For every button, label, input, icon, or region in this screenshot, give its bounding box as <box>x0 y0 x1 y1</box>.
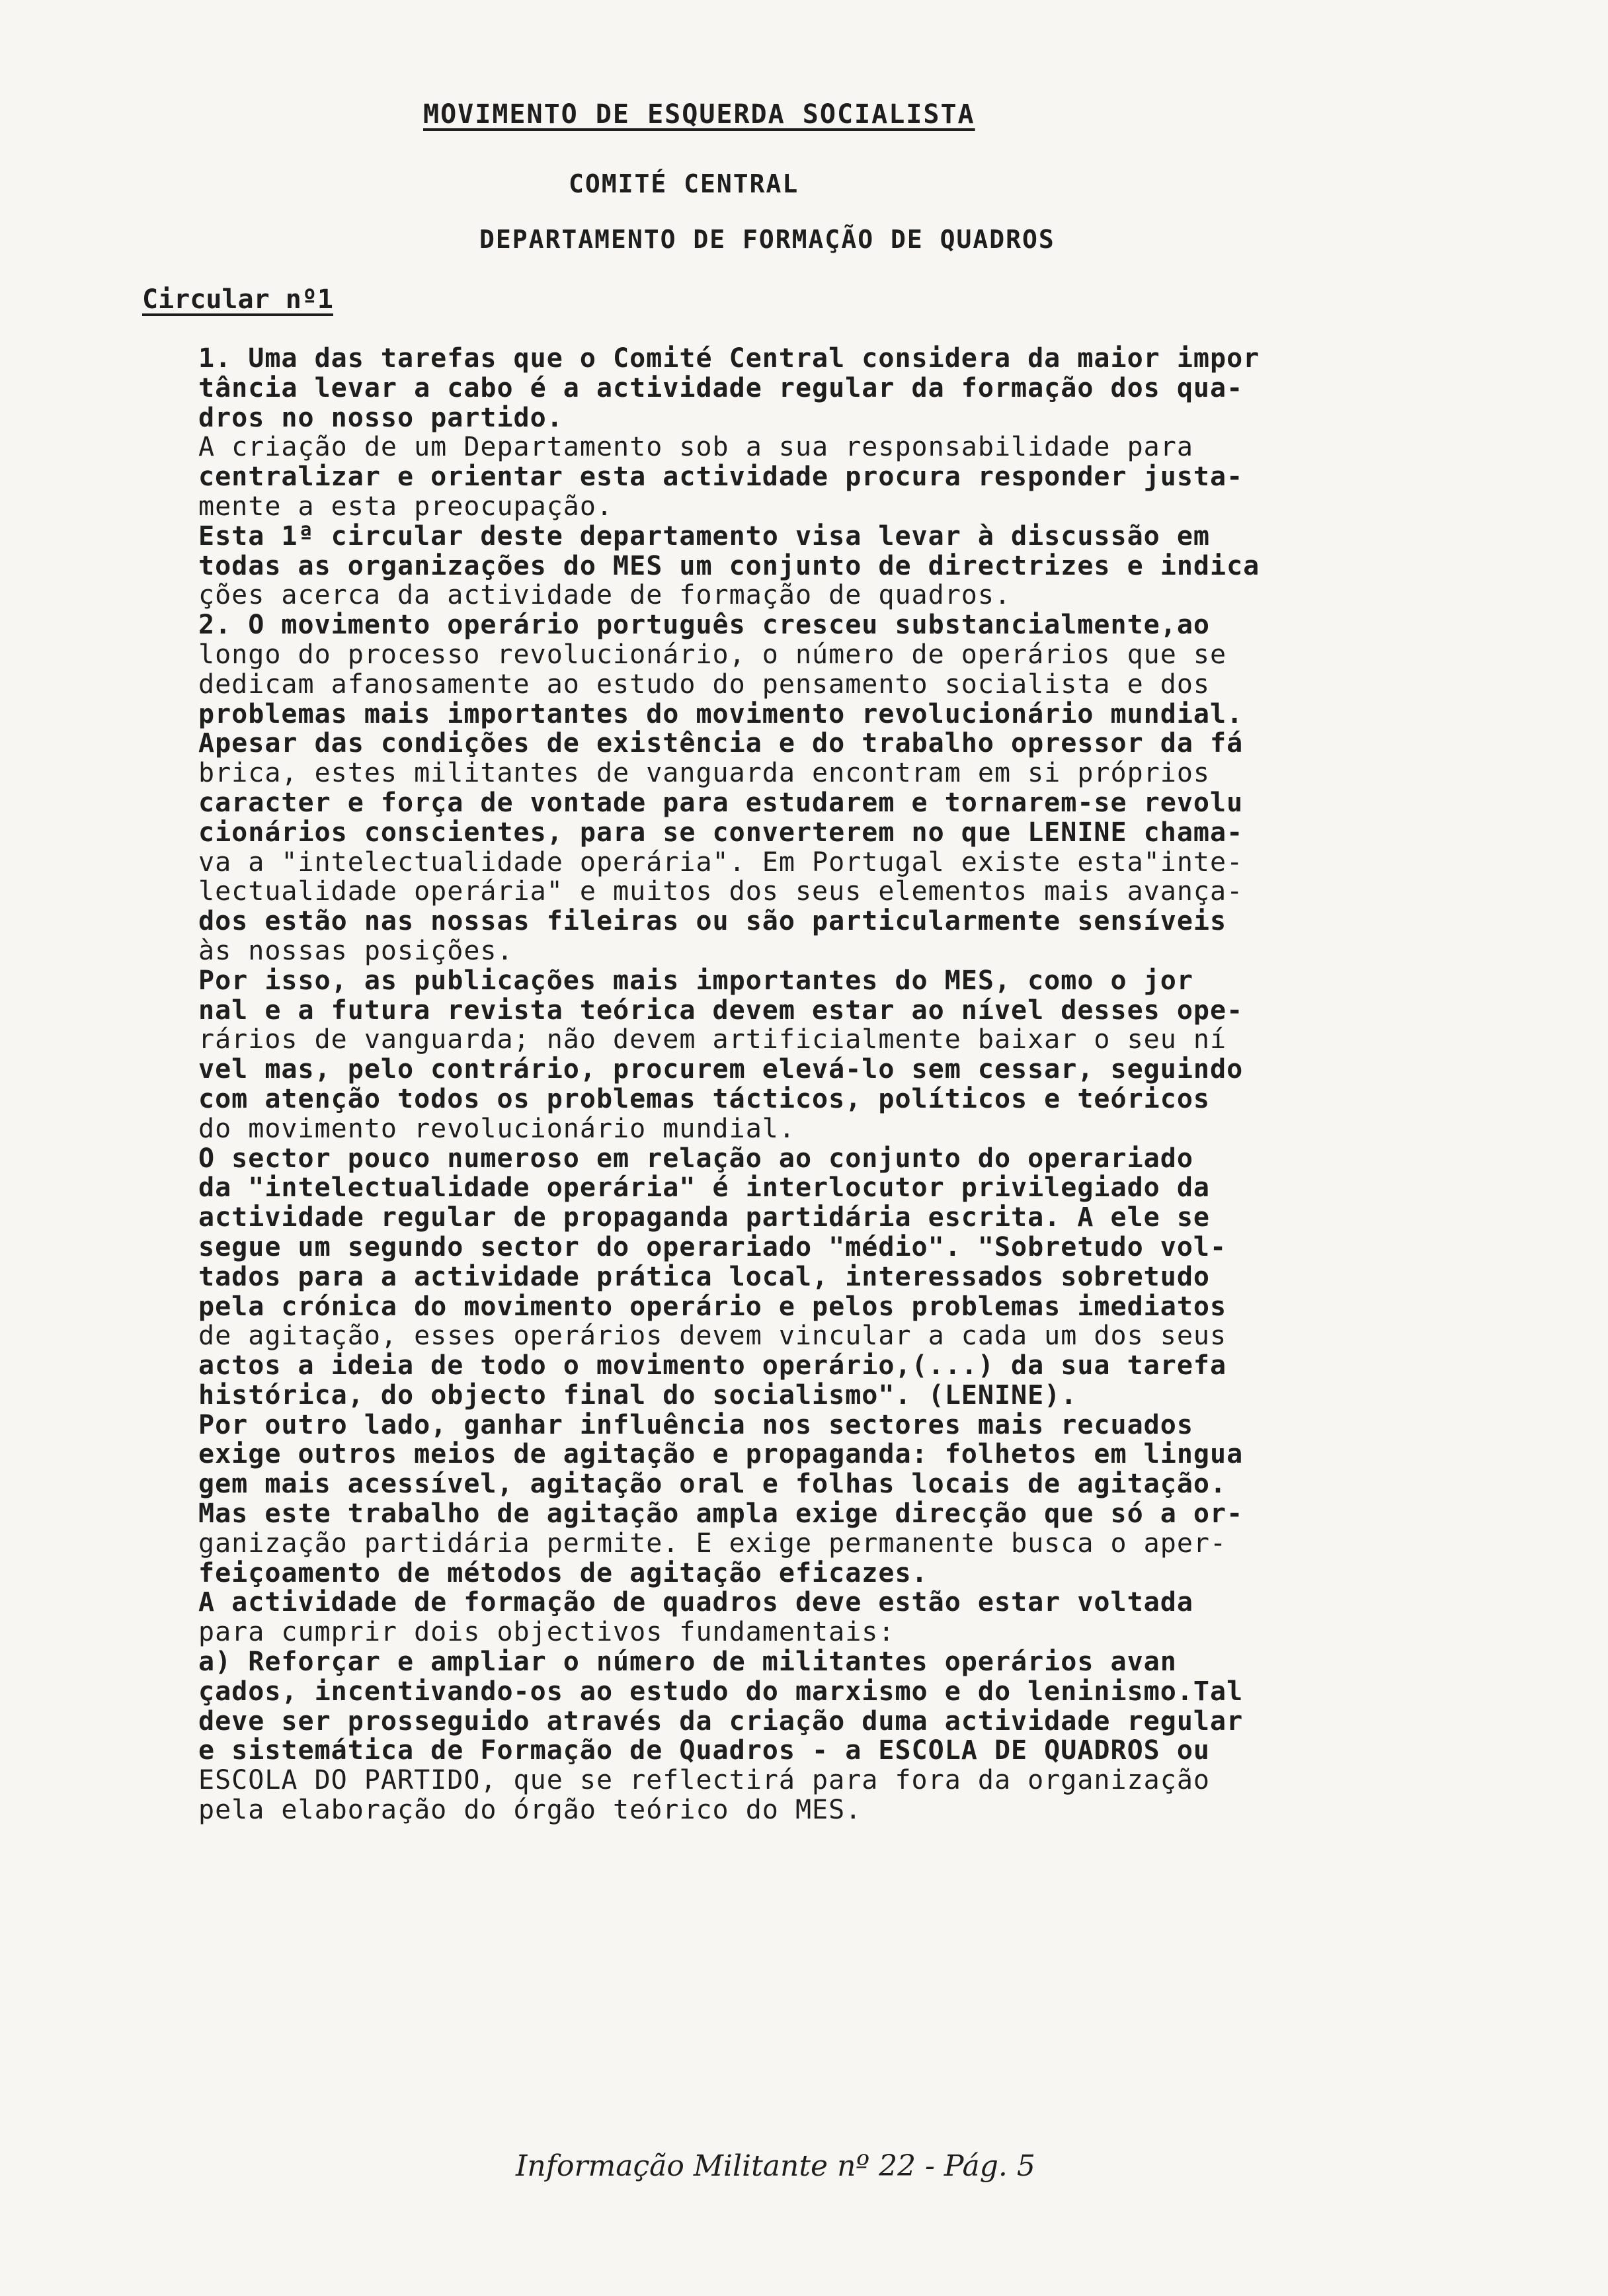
text-line: actividade regular de propaganda partidária escrita. A ele se <box>198 1203 1211 1233</box>
text-line: ganização partidária permite. E exige permanente busca o aper- <box>198 1528 1227 1559</box>
text-line: com atenção todos os problemas tácticos, políticos e teóricos <box>198 1084 1211 1114</box>
text-line: brica, estes militantes de vanguarda encontram em si próprios <box>198 758 1211 788</box>
text-line: exige outros meios de agitação e propaganda: folhetos em lingua <box>198 1440 1244 1470</box>
text-line: dedicam afanosamente ao estudo do pensamento socialista e dos <box>198 669 1211 700</box>
text-line: vel mas, pelo contrário, procurem elevá-lo sem cessar, seguindo <box>198 1055 1244 1085</box>
text-line: O sector pouco numeroso em relação ao conjunto do operariado <box>198 1143 1193 1174</box>
text-line: Apesar das condições de existência e do trabalho opressor da fá <box>198 729 1244 759</box>
body-text <box>198 344 1481 1825</box>
text-line: Por outro lado, ganhar influência nos sectores mais recuados <box>198 1410 1193 1440</box>
text-line: tância levar a cabo é a actividade regular da formação dos qua- <box>198 373 1244 403</box>
text-line: mente a esta preocupação. <box>198 491 614 522</box>
text-line: segue um segundo sector do operariado "médio". "Sobretudo vol- <box>198 1232 1227 1262</box>
text-line: feiçoamento de métodos de agitação eficazes. <box>198 1558 928 1588</box>
page-footer: Informação Militante nº 22 - Pág. 5 <box>516 2149 1035 2183</box>
text-line: longo do processo revolucionário, o número de operários que se <box>198 639 1227 670</box>
text-line: 2. O movimento operário português cresceu substancialmente,ao <box>198 610 1211 640</box>
text-line: dos estão nas nossas fileiras ou são particularmente sensíveis <box>198 907 1227 936</box>
text-line: problemas mais importantes do movimento revolucionário mundial. <box>198 699 1244 729</box>
text-line: çados, incentivando-os ao estudo do marxismo e do leninismo.Tal <box>198 1676 1244 1707</box>
text-line: va a "intelectualidade operária". Em Portugal existe esta"inte- <box>198 847 1244 878</box>
text-line: pela elaboração do órgão teórico do MES. <box>198 1795 862 1825</box>
text-line: pela crónica do movimento operário e pelos problemas imediatos <box>198 1292 1227 1322</box>
text-line: lectualidade operária" e muitos dos seus elementos mais avança- <box>198 877 1244 907</box>
text-line: para cumprir dois objectivos fundamentais: <box>198 1618 895 1648</box>
text-line: da "intelectualidade operária" é interlocutor privilegiado da <box>198 1173 1211 1204</box>
text-line: deve ser prosseguido através da criação duma actividade regular <box>198 1706 1244 1737</box>
text-line: rários de vanguarda; não devem artificialmente baixar o seu ní <box>198 1025 1227 1055</box>
text-line: caracter e força de vontade para estudarem e tornarem-se revolu <box>198 788 1244 818</box>
text-line: 1. Uma das tarefas que o Comité Central considera da maior impor <box>198 344 1260 374</box>
text-line: cionários conscientes, para se converterem no que LENINE chama- <box>198 817 1244 848</box>
text-line: centralizar e orientar esta actividade procura responder justa- <box>198 462 1244 492</box>
text-line: A criação de um Departamento sob a sua responsabilidade para <box>198 432 1193 463</box>
text-line: histórica, do objecto final do socialismo". (LENINE). <box>198 1380 1078 1411</box>
document-subtitle: COMITÉ CENTRAL <box>569 169 799 198</box>
text-line: dros no nosso partido. <box>198 403 563 433</box>
text-line: do movimento revolucionário mundial. <box>198 1114 795 1144</box>
text-line: Por isso, as publicações mais importantes do MES, como o jor <box>198 965 1193 996</box>
text-line: e sistemática de Formação de Quadros - a ESCOLA DE QUADROS ou <box>198 1736 1211 1766</box>
text-line: de agitação, esses operários devem vincular a cada um dos seus <box>198 1321 1227 1352</box>
text-line: às nossas posições. <box>198 936 514 966</box>
text-line: ESCOLA DO PARTIDO, que se reflectirá para fora da organização <box>198 1766 1211 1796</box>
text-line: actos a ideia de todo o movimento operário,(...) da sua tarefa <box>198 1351 1227 1381</box>
text-line: gem mais acessível, agitação oral e folhas locais de agitação. <box>198 1469 1227 1500</box>
text-line: ções acerca da actividade de formação de quadros. <box>198 581 1012 611</box>
department-heading: DEPARTAMENTO DE FORMAÇÃO DE QUADROS <box>479 225 1055 254</box>
circular-label: Circular nº1 <box>142 284 333 315</box>
text-line: Mas este trabalho de agitação ampla exige direcção que só a or- <box>198 1499 1244 1529</box>
text-line: Esta 1ª circular deste departamento visa levar à discussão em <box>198 521 1211 552</box>
document-title: MOVIMENTO DE ESQUERDA SOCIALISTA <box>423 99 975 130</box>
text-line: todas as organizações do MES um conjunto de directrizes e indica <box>198 551 1260 581</box>
text-line: A actividade de formação de quadros deve estão estar voltada <box>198 1588 1193 1618</box>
text-line: tados para a actividade prática local, interessados sobretudo <box>198 1262 1211 1292</box>
text-line: a) Reforçar e ampliar o número de militantes operários avan <box>198 1647 1177 1677</box>
text-line: nal e a futura revista teórica devem estar ao nível desses ope- <box>198 995 1244 1026</box>
